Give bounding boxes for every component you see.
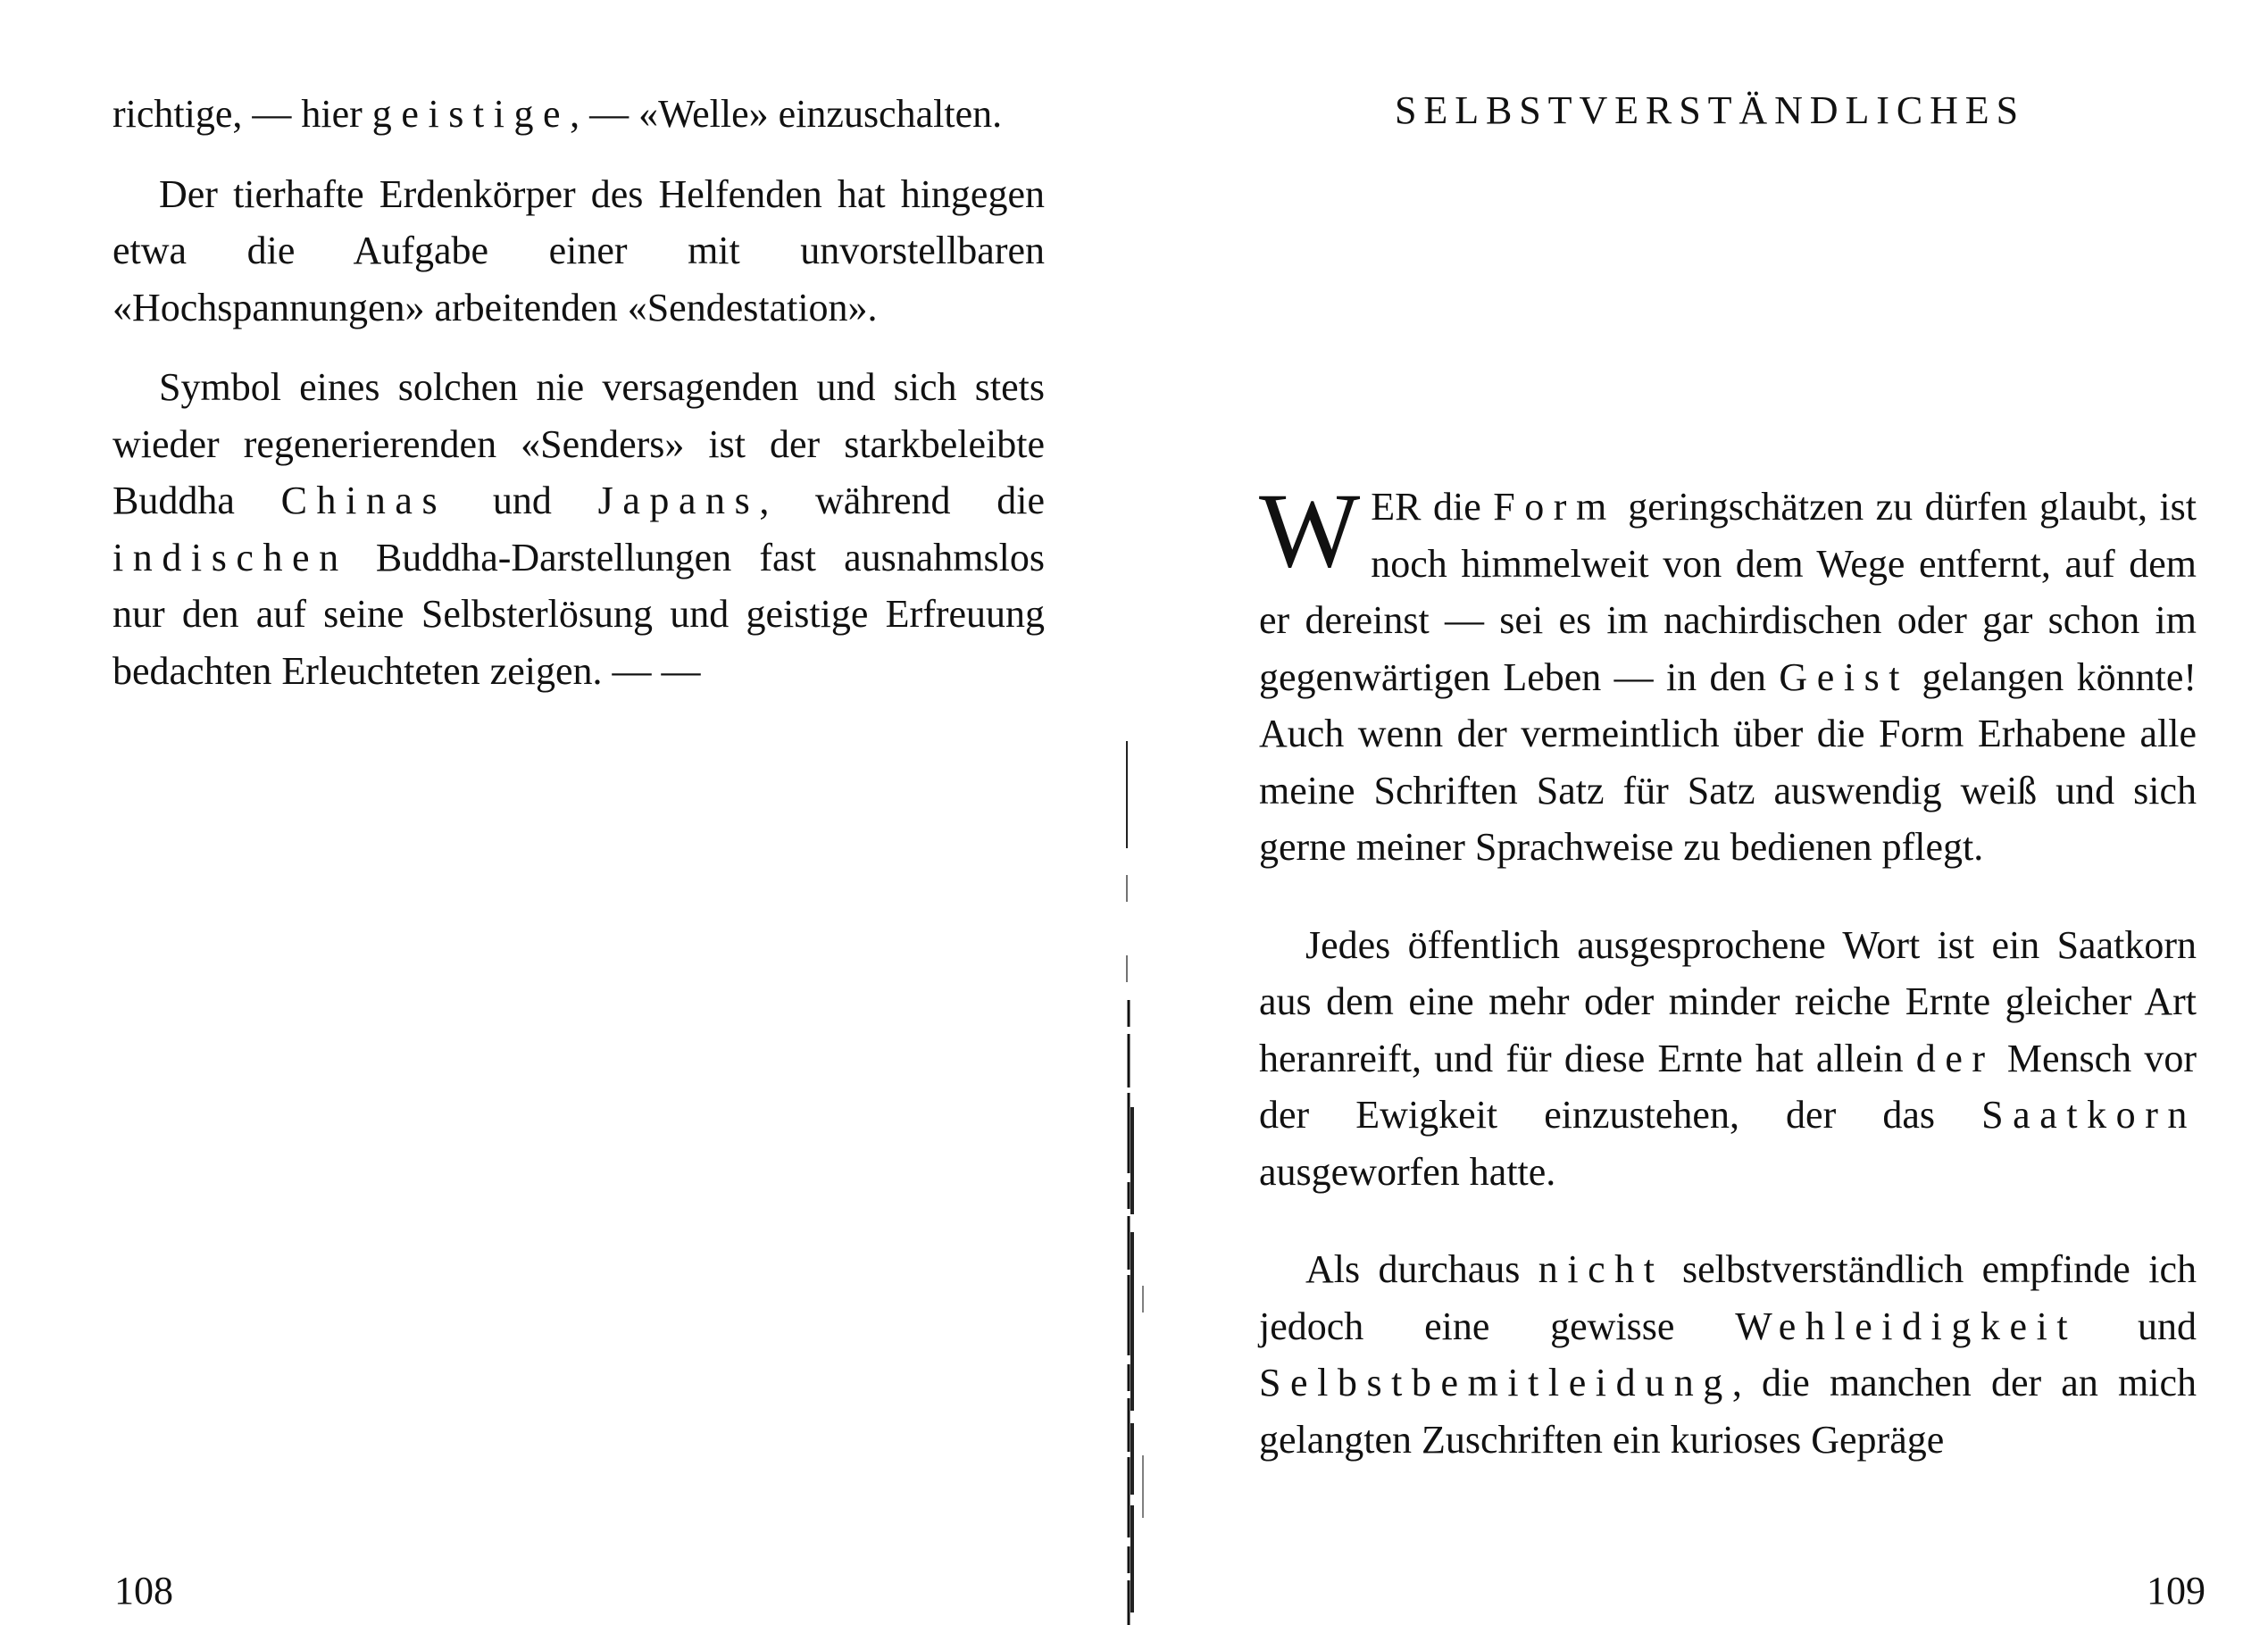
page-number-right: 109 xyxy=(2147,1569,2205,1612)
text-run: , — «Welle» einzuschalten. xyxy=(570,92,1003,136)
paragraph xyxy=(113,359,1045,699)
text-run: , die manchen der an mich gelangten Zuschriften ein kurioses Gepräge xyxy=(1259,1361,2197,1462)
text-run: Als durchaus xyxy=(1305,1247,1538,1291)
emphasized-text: der xyxy=(1915,1036,1995,1080)
text-run: selbstverständlich empfinde ich jedoch eine gewisse xyxy=(1259,1247,2197,1348)
emphasized-text: Saatkorn xyxy=(1981,1093,2197,1137)
text-run: Jedes öffentlich ausgesprochene Wort ist ein Saatkorn aus dem eine mehr oder minder reiche Ernte gleicher Art heranreift, und für diese Ernte hat allein xyxy=(1259,922,2197,1080)
text-run: Symbol eines solchen nie versagenden und sich stets wieder regenerierenden «Senders» ist der starkbeleibte Buddha xyxy=(113,365,1045,522)
emphasized-text: indischen xyxy=(113,535,348,579)
paragraph xyxy=(1259,1241,2197,1468)
left-page-body xyxy=(113,86,1045,699)
page-number-left: 108 xyxy=(114,1569,173,1612)
text-run: gelangen könnte! Auch wenn der vermeintlich über die Form Erhabene alle meine Schriften Satz für Satz auswendig weiß und sich gerne meiner Sprachweise zu bedienen pflegt. xyxy=(1259,654,2197,869)
emphasized-text: Selbstbemitleidung xyxy=(1259,1361,1732,1404)
paragraph xyxy=(113,86,1045,143)
text-run: Mensch vor der Ewigkeit einzustehen, der das xyxy=(1259,1036,2197,1137)
emphasized-text: geistige xyxy=(371,92,571,136)
right-page xyxy=(1152,0,2268,1625)
emphasized-text: Geist xyxy=(1779,654,1910,699)
emphasized-text: Japans xyxy=(597,479,760,522)
text-run: richtige, — hier xyxy=(113,92,372,136)
text-run: , während die xyxy=(759,479,1045,522)
right-page-body xyxy=(1259,471,2197,1468)
text-run: und xyxy=(446,479,598,522)
paragraph xyxy=(1259,471,2197,876)
left-page xyxy=(0,0,1116,1625)
text-run: Der tierhafte Erdenkörper des Helfenden hat hingegen etwa die Aufgabe einer mit unvorstellbaren «Hochspannungen» arbeitenden «Sendestation». xyxy=(113,171,1045,329)
emphasized-text: Chinas xyxy=(280,479,447,522)
text-run: geringschätzen zu dürfen glaubt, ist noch himmelweit von dem Wege entfernt, auf dem er dereinst — sei es im nachirdischen oder gar schon im gegenwärtigen Leben — in den xyxy=(1259,485,2197,699)
text-run: ausgeworfen hatte. xyxy=(1259,1149,1556,1194)
emphasized-text: Wehleidigkeit xyxy=(1735,1304,2078,1348)
text-run: und xyxy=(2077,1304,2197,1348)
chapter-heading: SELBSTVERSTÄNDLICHES xyxy=(1395,88,2025,132)
text-run: ER die xyxy=(1371,485,1494,529)
text-run: Buddha-Darstellungen fast ausnahmslos nur den auf seine Selbsterlösung und geistige Erfreuung bedachten Erleuchteten zeigen. — — xyxy=(113,535,1045,693)
paragraph xyxy=(113,166,1045,337)
drop-cap: W xyxy=(1259,471,1361,589)
paragraph xyxy=(1259,917,2197,1201)
emphasized-text: nicht xyxy=(1538,1247,1664,1291)
emphasized-text: Form xyxy=(1493,485,1616,529)
